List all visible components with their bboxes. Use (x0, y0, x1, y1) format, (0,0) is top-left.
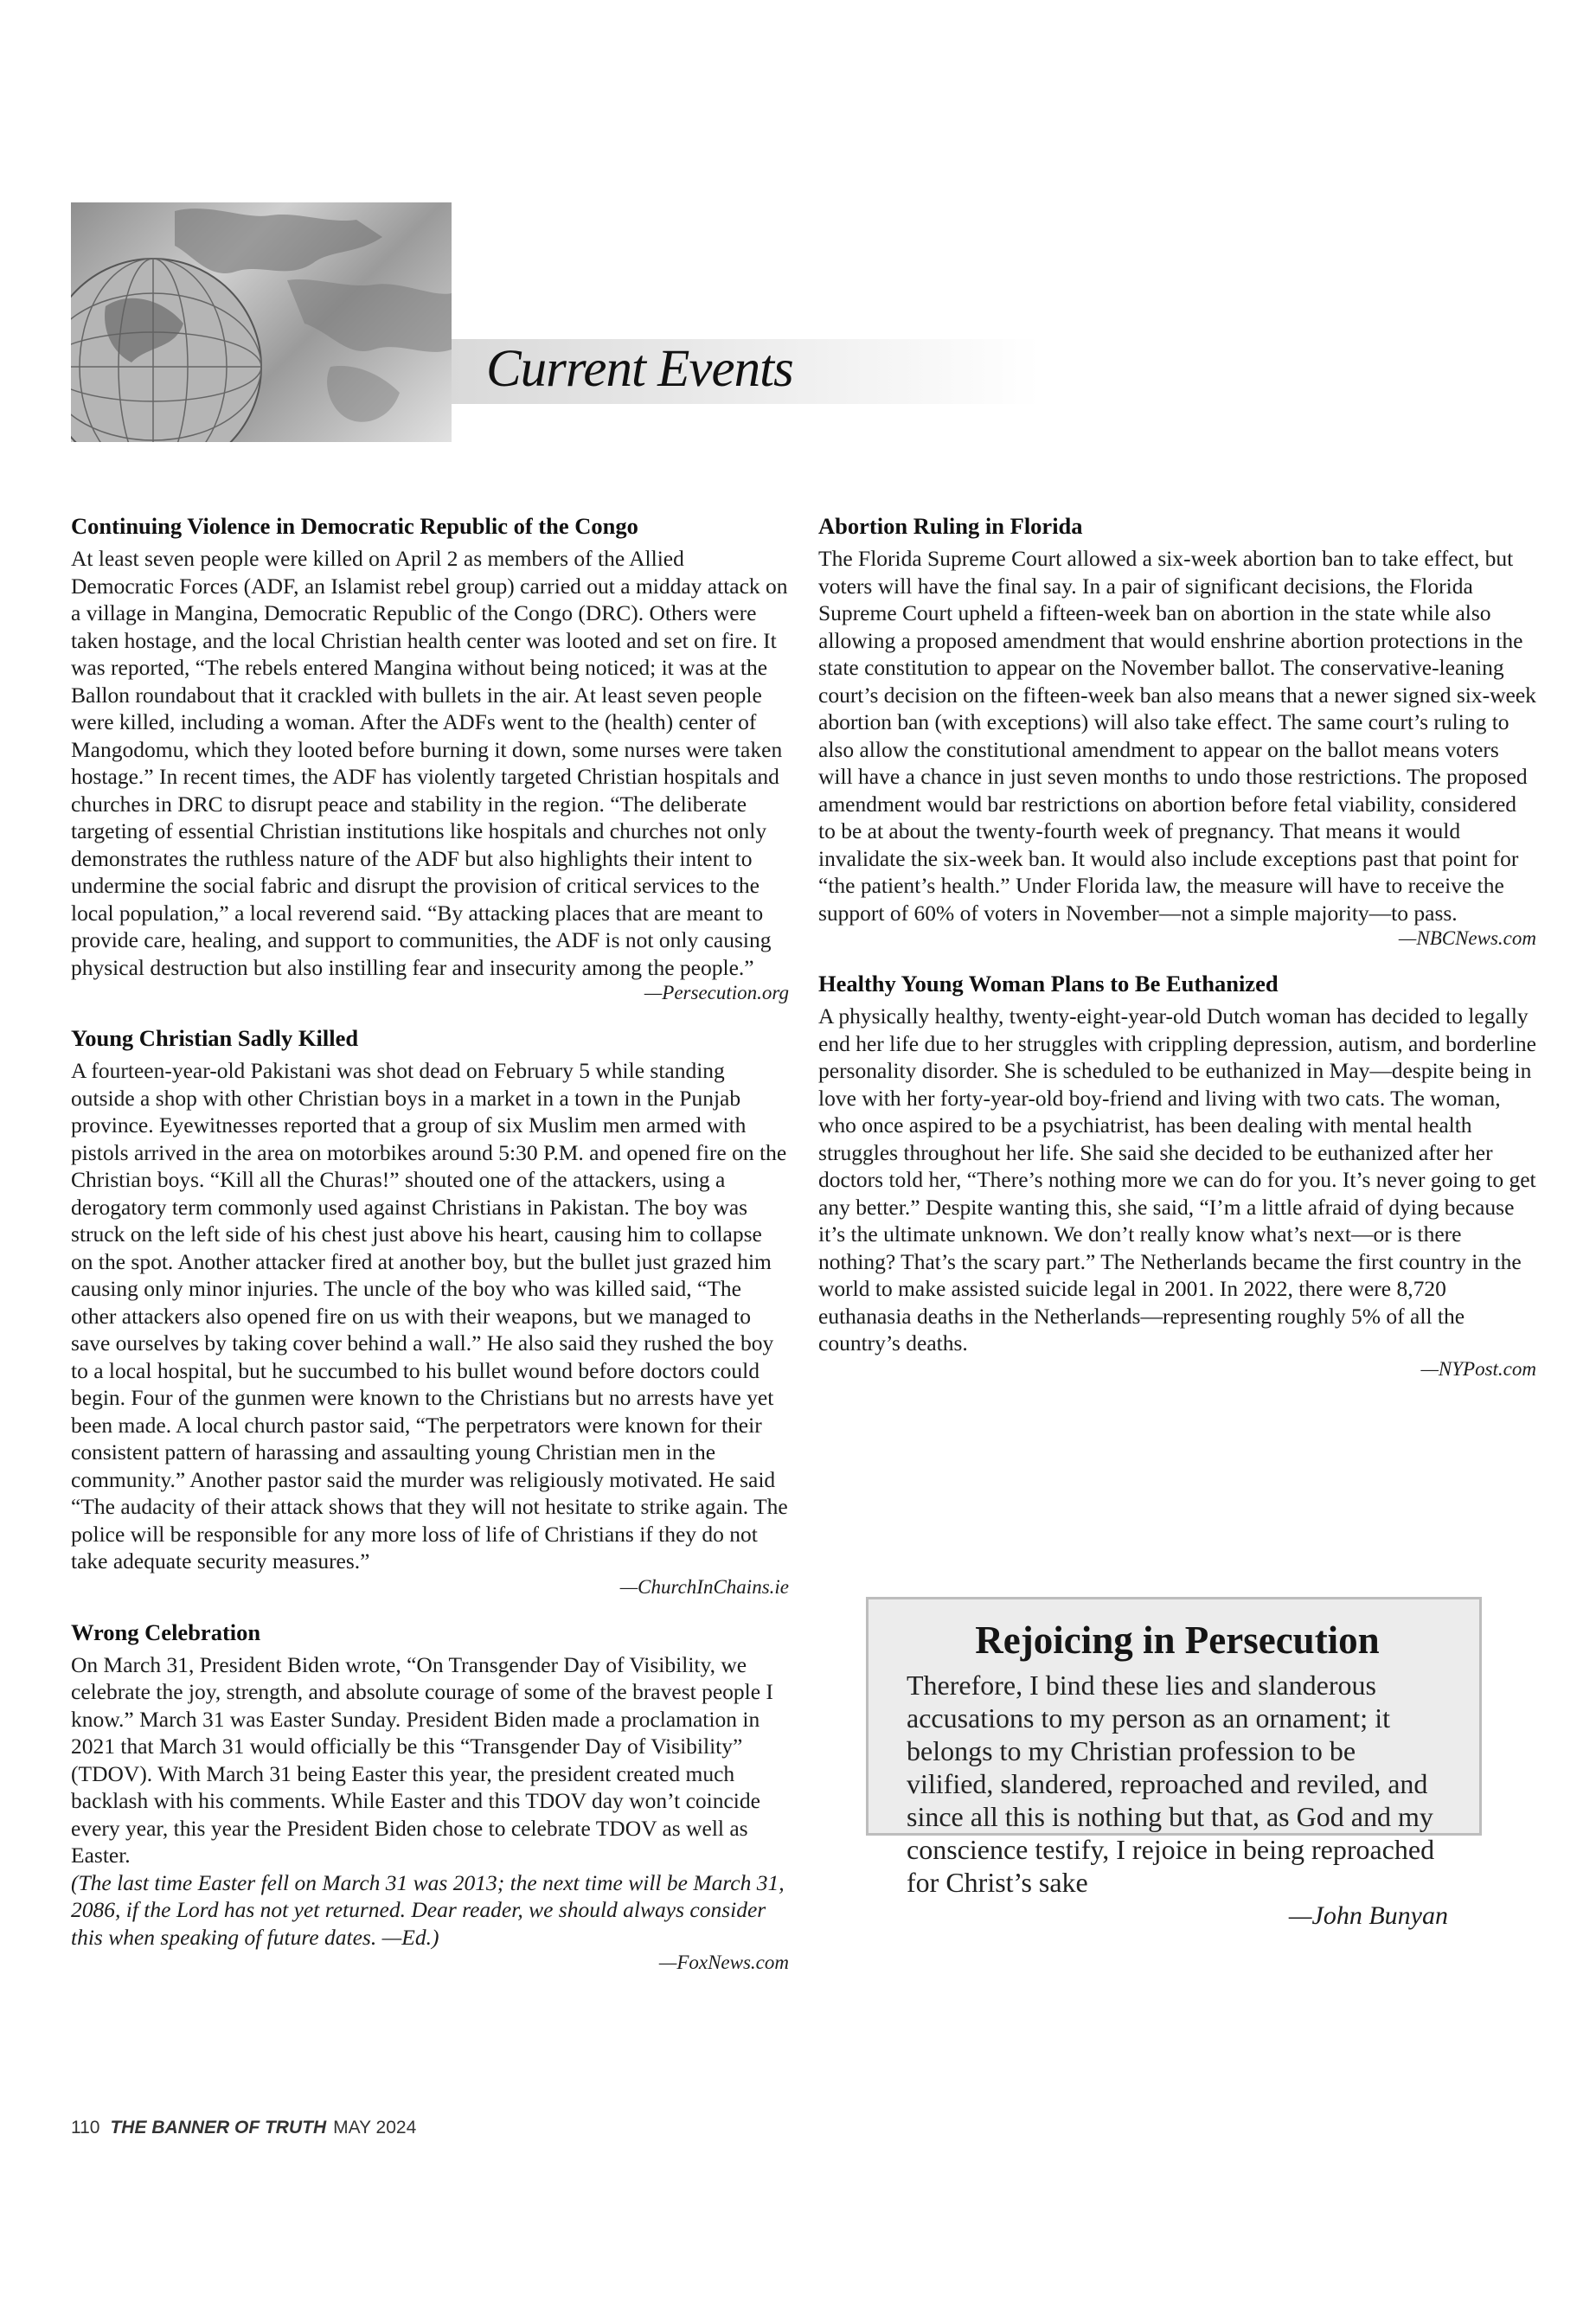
article-body: A fourteen-year-old Pakistani was shot dead on February 5 while standing outside a shop with other Christian boys in a market in a town in the Punjab province. Eyewitnesses reported that a group of six Muslim men armed with pistols arrived in the area on motorbikes around 5:30 P.M. and opened fire on the Christian boys. “Kill all the Churas!” shouted one of the attackers, using a derogatory term commonly used against Christians in Pakistan. The boy was struck on the left side of his chest just above his heart, causing him to collapse on the spot. Another attacker fired at another boy, but the bullet just grazed him causing only minor injuries. The uncle of the boy who was killed said, “The other attackers also opened fire on us with their weapons, but we managed to save ourselves by taking cover behind a wall.” He also said they rushed the boy to a local hospital, but he succumbed to his bullet wound before doctors could begin. Four of the gunmen were known to the Christians but no arrests have yet been made. A local church pastor said, “The perpetrators were known for their consistent pattern of harassing and assaulting young Christian men in the community.” Another pastor said the murder was religiously motivated. He said “The audacity of their attack shows that they will not hesitate to strike again. The police will be responsible for any more loss of life of Christians if they do not take adequate security measures.” (71, 1058, 788, 1574)
publication-name: THE BANNER OF TRUTH (110, 2118, 327, 2138)
quote-title: Rejoicing in Persecution (975, 1618, 1380, 1662)
article-pakistan (71, 1024, 789, 1599)
article-body: At least seven people were killed on April 2 as members of the Allied Democratic Forces (ADF, an Islamist rebel group) carried out a midday attack on a village in Mangina, Democratic Republic of the Congo (DRC). Others were taken hostage, and the local Christian health center was looted and set on fire. It was reported, “The rebels entered Mangina without being noticed; it was at the Ballon roundabout that it crackled with bullets in the air. At least seven people were killed, including a woman. After the ADFs went to the (health) center of Mangodomu, which they looted before burning it down, some nurses were taken hostage.” In recent times, the ADF has violently targeted Christian hospitals and churches in DRC to disrupt peace and stability in the region. “The deliberate targeting of essential Christian institutions like hospitals and churches not only demonstrates the ruthless nature of the ADF but also highlights their intent to undermine the social fabric and disrupt the provision of critical services to the local population,” a local reverend said. “By attacking places that are meant to provide care, healing, and support to communities, the ADF is not only causing physical destruction but also instilling fear and insecurity among the people.” (71, 546, 788, 980)
quote-author: —John Bunyan (1288, 1901, 1448, 1930)
article-title: Continuing Violence in Democratic Republic of the Congo (71, 513, 638, 539)
article-source: —NYPost.com (1420, 1357, 1536, 1380)
header-image (71, 202, 452, 442)
article-euthanasia (818, 970, 1536, 1381)
article-source: —ChurchInChains.ie (619, 1575, 789, 1598)
globe-map-icon (71, 202, 452, 442)
left-column (71, 512, 789, 1994)
article-body: The Florida Supreme Court allowed a six-week abortion ban to take effect, but voters will have the final say. In a pair of significant decisions, the Florida Supreme Court upheld a fifteen-week ban on abortion in the state while also allowing a proposed amendment that would enshrine abortion protections in the state constitution to appear on the November ballot. The conservative-leaning court’s decision on the fifteen-week ban also means that a newer signed six-week abortion ban (with exceptions) will also take effect. The same court’s ruling to also allow the constitutional amendment to appear on the ballot means voters will have a chance in just seven months to undo those restrictions. The proposed amendment would bar restrictions on abortion before fetal viability, considered to be at about the twenty-fourth week of pregnancy. That means it would invalidate the six-week ban. It would also include exceptions past that point for “the patient’s health.” Under Florida law, the measure will have to receive the support of 60% of voters in November—not a simple majority—to pass. (818, 546, 1536, 926)
article-source: —Persecution.org (644, 982, 789, 1003)
editor-note: (The last time Easter fell on March 31 was 2013; the next time will be March 31, 2086, if the Lord has not yet returned. Dear reader, we should always consider this when speaking of future dates. —Ed.) (71, 1869, 785, 1950)
article-title: Young Christian Sadly Killed (71, 1025, 359, 1051)
right-column (818, 512, 1536, 1400)
article-source: —FoxNews.com (658, 1952, 789, 1973)
quote-text: Therefore, I bind these lies and slanderous accusations to my person as an ornament; it belongs to my Christian profession to be vilified, slandered, reproached and reviled, and since all this is nothing but that, as God and my conscience testify, I rejoice in being reproached for Christ’s sake (907, 1670, 1435, 1898)
article-body: On March 31, President Biden wrote, “On Transgender Day of Visibility, we celebrate the joy, strength, and absolute courage of some of the bravest people I know.” March 31 was Easter Sunday. President Biden made a proclamation in 2021 that March 31 would officially be this “Transgender Day of Visibility” (TDOV). With March 31 being Easter this year, the president created much backlash with his comments. While Easter and this TDOV day won’t coincide every year, this year the President Biden chose to celebrate TDOV as well as Easter. (71, 1651, 773, 1868)
article-title: Healthy Young Woman Plans to Be Euthanized (818, 971, 1279, 997)
article-source: —NBCNews.com (1398, 927, 1536, 949)
page-number: 110 (71, 2118, 100, 2138)
issue-date: MAY 2024 (333, 2118, 417, 2138)
article-title: Wrong Celebration (71, 1618, 261, 1645)
quote-box (866, 1597, 1482, 1930)
article-body: A physically healthy, twenty-eight-year-old Dutch woman has decided to legally end her life due to her struggles with crippling depression, autism, and borderline personality disorder. She is scheduled to be euthanized in May—despite being in love with her forty-year-old boy-friend and living with two cats. The woman, who once aspired to be a psychiatrist, has been dealing with mental health struggles throughout her life. She said she decided to be euthanized after her doctors told her, “There’s nothing more we can do for you. It’s never going to get any better.” Despite wanting this, she said, “I’m a little afraid of dying because it’s the ultimate unknown. We don’t really know what’s next—or is there nothing? That’s the scary part.” The Netherlands became the first country in the world to make assisted suicide legal in 2001. In 2022, there were 8,720 euthanasia deaths in the Netherlands—representing roughly 5% of all the country’s deaths. (818, 1003, 1536, 1356)
section-title: Current Events (486, 340, 793, 398)
article-celebration (71, 1618, 789, 1976)
page-footer (71, 2118, 416, 2138)
article-title: Abortion Ruling in Florida (818, 513, 1083, 539)
article-congo (71, 512, 789, 1005)
article-florida (818, 512, 1536, 951)
